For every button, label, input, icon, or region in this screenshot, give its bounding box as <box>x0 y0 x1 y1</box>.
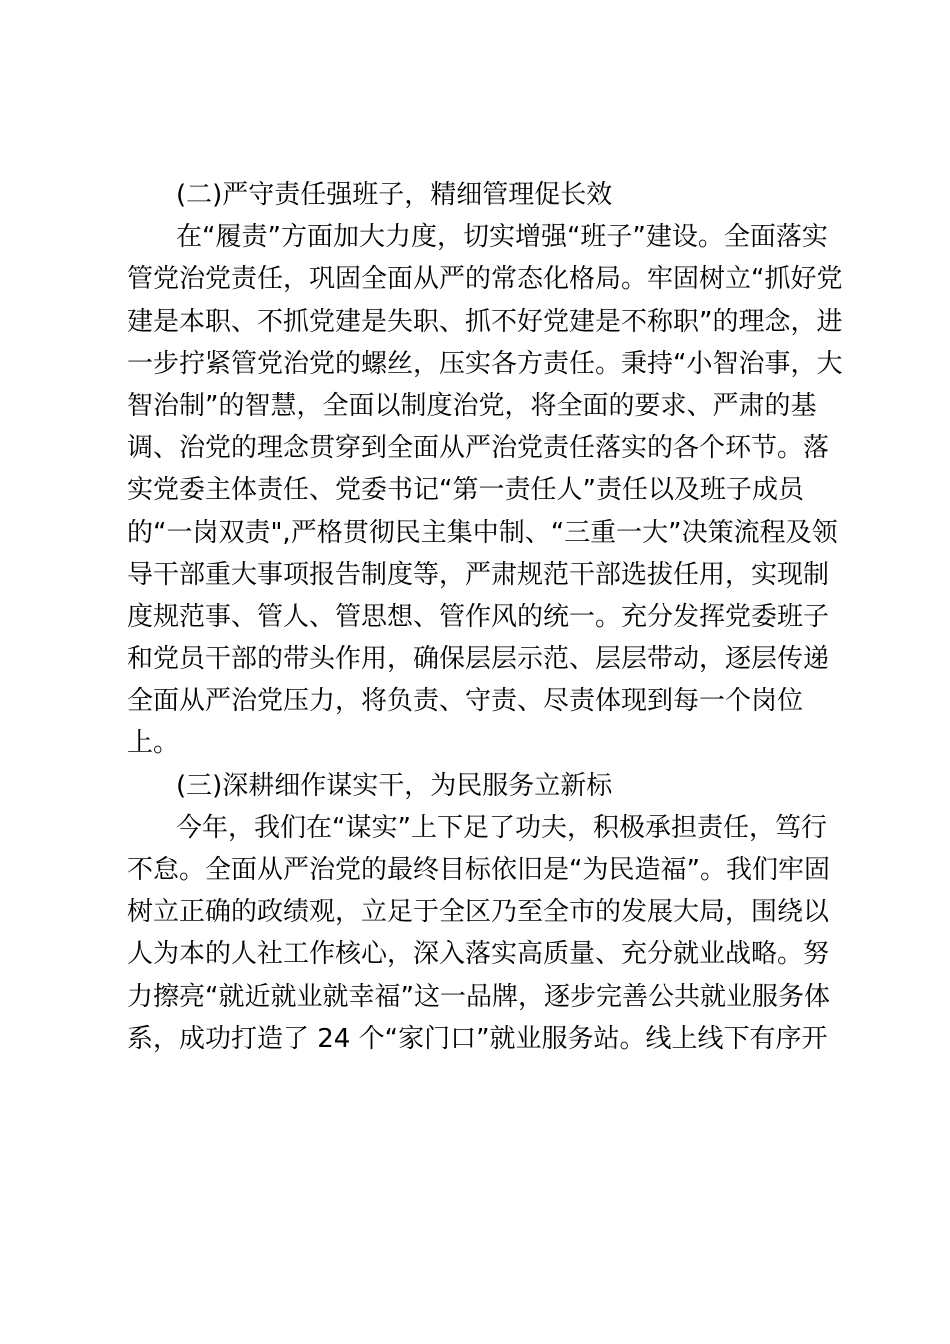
paragraph-line: 实党委主体责任、党委书记“第一责任人”责任以及班子成员 <box>127 475 804 506</box>
paragraph-line: 不怠。全面从严治党的最终目标依旧是“为民造福”。我们牢固 <box>127 855 830 885</box>
paragraph-line: 智治制”的智慧，全面以制度治党，将全面的要求、严肃的基 <box>127 390 817 421</box>
paragraph-line: 的“一岗双责",严格贯彻民主集中制、“三重一大”决策流程及领 <box>127 517 838 548</box>
paragraph-line: 一步拧紧管党治党的螺丝，压实各方责任。秉持“小智治事，大 <box>127 348 843 379</box>
paragraph-line: 管党治党责任，巩固全面从严的常态化格局。牢固树立“抓好党 <box>127 264 843 295</box>
document-body <box>127 174 847 1060</box>
section-2-paragraph <box>127 216 847 764</box>
paragraph-line: 全面从严治党压力，将负责、守责、尽责体现到每一个岗位 <box>127 686 804 717</box>
section-heading-2: (二)严守责任强班子，精细管理促长效 <box>176 180 613 210</box>
paragraph-line: 度规范事、管人、管思想、管作风的统一。充分发挥党委班子 <box>127 601 830 632</box>
paragraph-line: 和党员干部的带头作用，确保层层示范、层层带动，逐层传递 <box>127 644 830 675</box>
paragraph-line: 建是本职、不抓党建是失职、抓不好党建是不称职”的理念，进 <box>127 306 843 337</box>
paragraph-line: 树立正确的政绩观，立足于全区乃至全市的发展大局，围绕以 <box>127 897 830 928</box>
paragraph-line: 导干部重大事项报告制度等，严肃规范干部选拔任用，实现制 <box>127 559 830 590</box>
paragraph-line: 今年，我们在“谋实”上下足了功夫，积极承担责任，笃行 <box>176 812 827 843</box>
paragraph-line: 力擦亮“就近就业就幸福”这一品牌，逐步完善公共就业服务体 <box>127 981 830 1012</box>
paragraph-line: 人为本的人社工作核心，深入落实高质量、充分就业战略。努 <box>127 939 830 970</box>
paragraph-line: 调、治党的理念贯穿到全面从严治党责任落实的各个环节。落 <box>127 433 830 464</box>
section-3-paragraph <box>127 807 847 1060</box>
paragraph-line: 上。 <box>127 728 180 759</box>
paragraph-line: 系，成功打造了 24 个“家门口”就业服务站。线上线下有序开 <box>127 1023 828 1054</box>
section-heading-3: (三)深耕细作谋实干，为民服务立新标 <box>176 770 613 801</box>
paragraph-line: 在“履责”方面加大力度，切实增强“班子”建设。全面落实 <box>176 222 828 253</box>
